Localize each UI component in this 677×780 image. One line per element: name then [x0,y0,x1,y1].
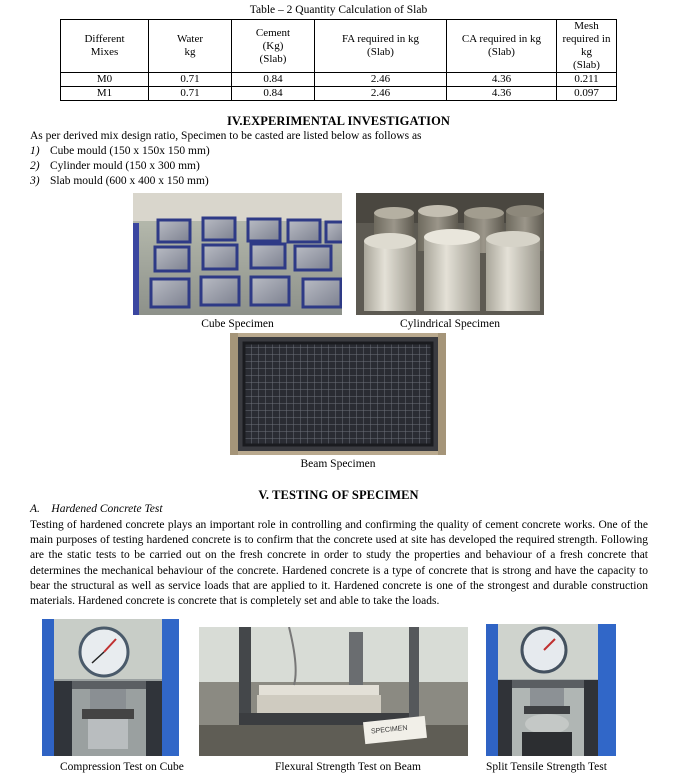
split-tensile-test-caption: Split Tensile Strength Test [486,761,607,773]
subsection-title: Hardened Concrete Test [51,503,163,515]
table-row [61,87,617,101]
header-line: CA required in kg [461,33,542,45]
header-line: Cement [255,26,291,39]
header-line: (Slab) [367,46,394,58]
flexural-test-photo [199,627,468,756]
cube-specimen-photo [133,193,342,315]
beam-specimen-photo [230,333,446,455]
compression-test-photo [42,619,179,756]
table-header-cell [232,20,315,73]
section-heading-experimental: IV.EXPERIMENTAL INVESTIGATION [226,114,451,128]
subsection-letter: A. [30,503,40,515]
quantity-table [60,19,617,101]
table-header-cell [149,20,232,73]
list-number: 3) [30,175,40,187]
table-cell: M0 [61,73,149,87]
list-text: Cube mould (150 x 150x 150 mm) [50,145,210,157]
header-line: kg [184,46,196,58]
table-cell: 0.71 [149,87,232,101]
table-header-cell [447,20,557,73]
header-line: Mixes [90,46,119,58]
subsection-heading [30,503,163,515]
cylinder-specimen-photo [356,193,544,315]
list-item [30,159,200,174]
table-cell: 4.36 [447,73,557,87]
section-intro: As per derived mix design ratio, Specimen to be casted are listed below as follows as [30,130,422,142]
cylinder-specimen-caption: Cylindrical Specimen [400,318,500,330]
table-header-cell [315,20,447,73]
table-header-row [61,20,617,73]
table-row [61,73,617,87]
table-cell: 0.71 [149,73,232,87]
header-line: required in kg [562,33,611,58]
list-text: Cylinder mould (150 x 300 mm) [50,160,200,172]
table-caption: Table – 2 Quantity Calculation of Slab [249,4,428,16]
table-cell: 0.211 [557,73,617,87]
header-line: Mesh [574,20,599,32]
cube-specimen-caption: Cube Specimen [201,318,274,330]
list-number: 2) [30,160,40,172]
header-line: (Slab) [488,46,515,58]
table-header-cell [61,20,149,73]
list-item [30,174,209,189]
photo-specimen-label: SPECIMEN [370,724,408,736]
table-header-cell [557,20,617,73]
beam-specimen-caption: Beam Specimen [300,458,376,470]
table-cell: 4.36 [447,87,557,101]
body-paragraph: Testing of hardened concrete plays an important role in controlling and confirming the quality of cement concrete works. One of the main purposes of testing hardened concrete is to confirm that the concrete used at site has developed the required strength. Following are the static tests to be carried out on the fresh concrete in order to study the properties and behaviour of a fresh concrete that determines the mechanical behaviour of the concrete. Hardened concrete is a type of concrete that is strong and have the capacity to bear the structural as well as service loads that are applied to it. Hardened concrete is one of the strongest and durable construction materials. Hardened concrete is concrete that is completely set and able to take the loads. [30,519,648,608]
flexural-test-caption: Flexural Strength Test on Beam [275,761,421,773]
header-line: Different [84,33,125,45]
table-cell: 0.84 [232,87,315,101]
header-line: (Kg) [262,39,284,52]
header-line: FA required in kg [341,33,420,45]
table-cell: 0.84 [232,73,315,87]
list-number: 1) [30,145,40,157]
list-text: Slab mould (600 x 400 x 150 mm) [50,175,209,187]
section-heading-testing: V. TESTING OF SPECIMEN [258,488,419,502]
header-line: Water [177,33,203,45]
header-line: (Slab) [573,59,600,71]
table-cell: 0.097 [557,87,617,101]
table-cell: M1 [61,87,149,101]
header-line: (Slab) [259,52,287,65]
table-cell: 2.46 [315,73,447,87]
table-cell: 2.46 [315,87,447,101]
split-tensile-test-photo [486,624,616,756]
compression-test-caption: Compression Test on Cube [60,761,184,773]
list-item [30,144,210,159]
